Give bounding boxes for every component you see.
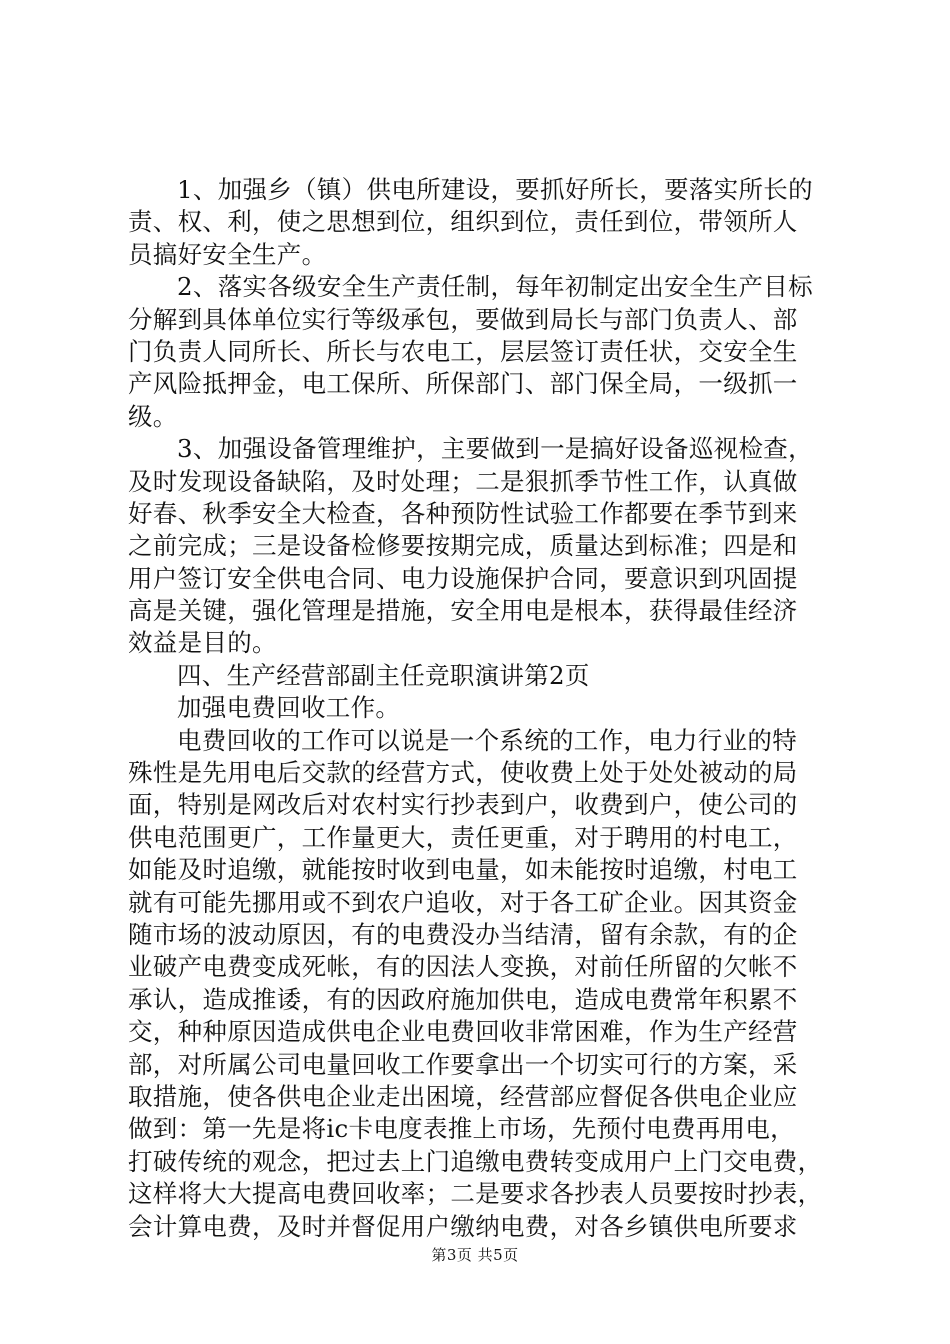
text-line: 这样将大大提高电费回收率；二是要求各抄表人员要按时抄表， xyxy=(128,1179,823,1209)
text-line: 之前完成；三是设备检修要按期完成，质量达到标准；四是和 xyxy=(128,531,798,561)
text-line: 门负责人同所长、所长与农电工，层层签订责任状，交安全生 xyxy=(128,336,798,366)
text-line: 就有可能先挪用或不到农户追收，对于各工矿企业。因其资金 xyxy=(128,887,798,917)
text-line: 供电范围更广，工作量更大，责任更重，对于聘用的村电工， xyxy=(128,822,798,852)
text-line: 如能及时追缴，就能按时收到电量，如未能按时追缴，村电工 xyxy=(128,855,798,885)
text-line: 责、权、利，使之思想到位，组织到位，责任到位，带领所人 xyxy=(128,207,798,237)
text-line: 高是关键，强化管理是措施，安全用电是根本，获得最佳经济 xyxy=(128,596,798,626)
text-line: 承认，造成推诿，有的因政府施加供电，造成电费常年积累不 xyxy=(128,984,798,1014)
text-line: 电费回收的工作可以说是一个系统的工作，电力行业的特 xyxy=(177,725,797,755)
text-line: 交，种种原因造成供电企业电费回收非常困难，作为生产经营 xyxy=(128,1017,798,1047)
text-line: 分解到具体单位实行等级承包，要做到局长与部门负责人、部 xyxy=(128,304,798,334)
text-line: 3、加强设备管理维护，主要做到一是搞好设备巡视检查， xyxy=(177,434,813,464)
text-line: 业破产电费变成死帐，有的因法人变换，对前任所留的欠帐不 xyxy=(128,952,798,982)
text-line: 2、落实各级安全生产责任制，每年初制定出安全生产目标 xyxy=(177,272,813,302)
text-line: 级。 xyxy=(128,401,178,431)
text-line: 及时发现设备缺陷，及时处理；二是狠抓季节性工作，认真做 xyxy=(128,466,798,496)
text-line: 打破传统的观念，把过去上门追缴电费转变成用户上门交电费， xyxy=(128,1146,823,1176)
text-line: 用户签订安全供电合同、电力设施保护合同，要意识到巩固提 xyxy=(128,563,798,593)
text-line: 效益是目的。 xyxy=(128,628,277,658)
document-body xyxy=(128,174,828,1243)
text-line: 面，特别是网改后对农村实行抄表到户，收费到户，使公司的 xyxy=(128,790,798,820)
text-line: 加强电费回收工作。 xyxy=(177,693,401,723)
text-line: 随市场的波动原因，有的电费没办当结清，留有余款，有的企 xyxy=(128,919,798,949)
text-line: 1、加强乡（镇）供电所建设，要抓好所长，要落实所长的 xyxy=(177,175,813,204)
text-line: 取措施，使各供电企业走出困境，经营部应督促各供电企业应 xyxy=(128,1081,798,1111)
text-line: 员搞好安全生产。 xyxy=(128,239,327,269)
page-number-footer: 第3页 共5页 xyxy=(431,1246,519,1264)
text-line: 四、生产经营部副主任竞职演讲第2页 xyxy=(177,660,590,690)
text-line: 好春、秋季安全大检查，各种预防性试验工作都要在季节到来 xyxy=(128,498,798,528)
text-line: 部，对所属公司电量回收工作要拿出一个切实可行的方案，采 xyxy=(128,1049,798,1079)
text-line: 做到：第一先是将ic卡电度表推上市场，先预付电费再用电， xyxy=(128,1114,795,1144)
text-line: 殊性是先用电后交款的经营方式，使收费上处于处处被动的局 xyxy=(128,758,798,788)
text-line: 产风险抵押金，电工保所、所保部门、部门保全局，一级抓一 xyxy=(128,369,798,399)
text-line: 会计算电费，及时并督促用户缴纳电费，对各乡镇供电所要求 xyxy=(128,1211,798,1241)
